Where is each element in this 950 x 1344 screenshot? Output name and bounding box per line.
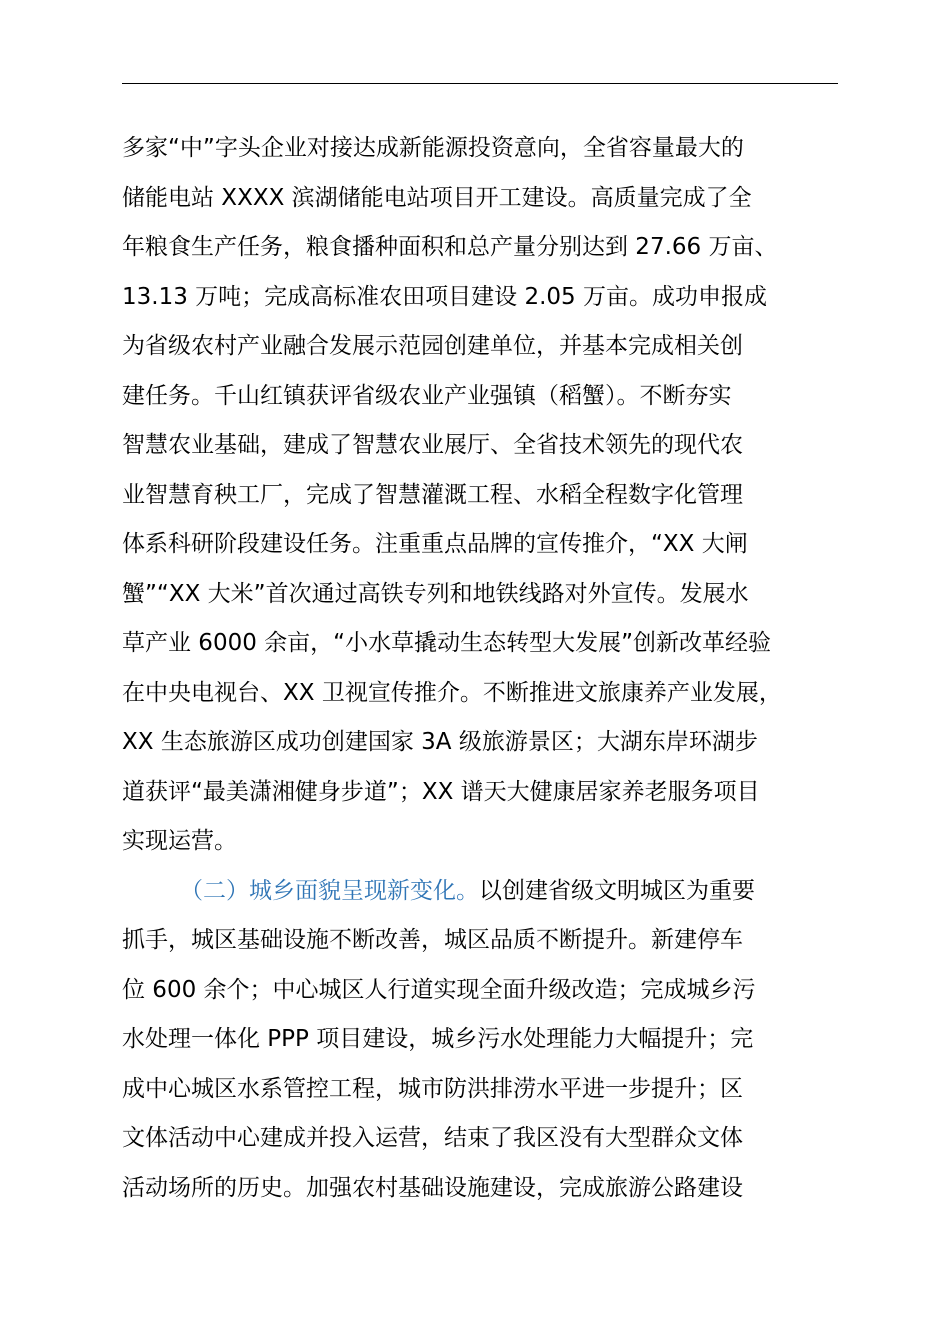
text-line: 蟹”“XX 大米”首次通过高铁专列和地铁线路对外宣传。发展水 xyxy=(122,580,749,607)
text-line: 成中心城区水系管控工程，城市防洪排涝水平进一步提升；区 xyxy=(122,1075,743,1102)
text-line: 业智慧育秧工厂，完成了智慧灌溉工程、水稻全程数字化管理 xyxy=(122,481,743,508)
section-heading: （二）城乡面貌呈现新变化。 xyxy=(180,877,479,904)
text-line: 13.13 万吨；完成高标准农田项目建设 2.05 万亩。成功申报成 xyxy=(122,283,767,310)
text-line: XX 生态旅游区成功创建国家 3A 级旅游景区；大湖东岸环湖步 xyxy=(122,729,758,755)
text-line: 活动场所的历史。加强农村基础设施建设，完成旅游公路建设 xyxy=(122,1174,743,1201)
text-line: 文体活动中心建成并投入运营，结束了我区没有大型群众文体 xyxy=(122,1125,743,1151)
text-line: 储能电站 XXXX 滨湖储能电站项目开工建设。高质量完成了全 xyxy=(122,184,752,211)
text-line: 体系科研阶段建设任务。注重重点品牌的宣传推介，“XX 大闸 xyxy=(122,531,748,557)
text-line: 抓手，城区基础设施不断改善，城区品质不断提升。新建停车 xyxy=(122,927,743,953)
text-line: 草产业 6000 余亩，“小水草撬动生态转型大发展”创新改革经验 xyxy=(122,630,771,656)
text-line: 多家“中”字头企业对接达成新能源投资意向，全省容量最大的 xyxy=(122,135,744,161)
text-line: 水处理一体化 PPP 项目建设，城乡污水处理能力大幅提升；完 xyxy=(122,1026,754,1052)
header-rule xyxy=(122,83,838,84)
section-heading-line xyxy=(122,867,842,917)
text-line: 年粮食生产任务，粮食播种面积和总产量分别达到 27.66 万亩、 xyxy=(122,234,778,260)
text-line: 在中央电视台、XX 卫视宣传推介。不断推进文旅康养产业发展， xyxy=(122,679,782,706)
text-line: 实现运营。 xyxy=(122,828,237,854)
text-line: 建任务。千山红镇获评省级农业产业强镇（稻蟹）。不断夯实 xyxy=(122,382,732,409)
body-text xyxy=(122,124,842,1213)
text-line: 位 600 余个；中心城区人行道实现全面升级改造；完成城乡污 xyxy=(122,976,756,1003)
text-line: 为省级农村产业融合发展示范园创建单位，并基本完成相关创 xyxy=(122,333,743,359)
text-line: 智慧农业基础，建成了智慧农业展厅、全省技术领先的现代农 xyxy=(122,432,743,458)
section-heading-continuation: 以创建省级文明城区为重要 xyxy=(479,877,755,904)
text-line: 道获评“最美潇湘健身步道”；XX 谱天大健康居家养老服务项目 xyxy=(122,778,760,805)
